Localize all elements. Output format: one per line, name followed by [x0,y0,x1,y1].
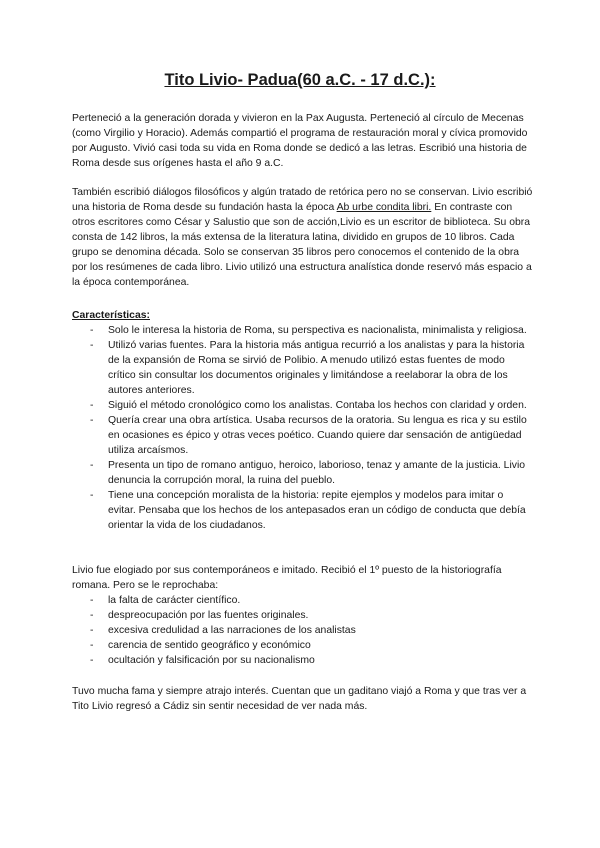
list-item [90,623,528,638]
characteristics-heading: Características: [72,310,150,321]
list-item-text: Siguió el método cronológico como los analistas. Contaba los hechos con claridad y orden. [108,400,527,411]
bullet-dash: - [90,610,94,621]
list-item-text: la falta de carácter científico. [108,595,241,606]
work-paragraph-text-2: En contraste con otros escritores como César y Salustio que son de acción,Livio es un escritor de biblioteca. Su obra consta de 142 libros, la más extensa de la literatura latina, dividido en grupos de 10 libros. Cada grupo se denomina década. Solo se conservan 35 libros pero conocemos el contenido de la obra por los resúmenes de cada libro. Livio utilizó una estructura analística donde reservó más espacio a la época contemporánea. [72,202,532,288]
list-item-text: Solo le interesa la historia de Roma, su perspectiva es nacionalista, minimalista y religiosa. [108,325,527,336]
list-item [90,338,528,398]
closing-paragraph: Tuvo mucha fama y siempre atrajo interés. Cuentan que un gaditano viajó a Roma y que tras ver a Tito Livio regresó a Cádiz sin sentir necesidad de ver nada más. [72,686,527,712]
bullet-dash: - [90,490,94,501]
bullet-dash: - [90,415,94,426]
list-item-text: excesiva credulidad a las narraciones de los analistas [108,625,356,636]
bullet-dash: - [90,625,94,636]
list-item [90,458,528,488]
bullet-dash: - [90,655,94,666]
list-item-text: Presenta un tipo de romano antiguo, heroico, laborioso, tenaz y amante de la justicia. Livio denuncia la corrupción moral, la ruina del pueblo. [108,460,526,486]
list-item [90,593,528,608]
list-item [90,398,528,413]
list-item [90,608,528,623]
bullet-dash: - [90,460,94,471]
bullet-dash: - [90,340,94,351]
work-paragraph [72,185,534,290]
work-title-link[interactable]: Ab urbe condita libri. [336,202,432,213]
bullet-dash: - [90,640,94,651]
intro-paragraph: Perteneció a la generación dorada y vivieron en la Pax Augusta. Perteneció al círculo de Mecenas (como Virgilio y Horacio). Además compartió el programa de restauración moral y cívica promovido por Augusto. Vivió casi toda su vida en Roma donde se dedicó a las letras. Escribió una historia de Roma desde sus orígenes hasta el año 9 a.C. [72,113,528,169]
bullet-dash: - [90,325,94,336]
list-item-text: Tiene una concepción moralista de la historia: repite ejemplos y modelos para imitar o evitar. Pensaba que los hechos de los antepasados eran un código de conducta que debía orientar la vida de los ciudadanos. [108,490,526,531]
page-title: Tito Livio- Padua(60 a.C. - 17 d.C.): [164,71,436,89]
list-item-text: ocultación y falsificación por su nacionalismo [108,655,315,666]
work-paragraph-text: También escribió diálogos filosóficos y algún tratado de retórica pero no se conservan. Livio escribió una historia de Roma desde su fundación hasta la época [72,187,533,213]
bullet-dash: - [90,595,94,606]
list-item [90,413,528,458]
reproaches-list [90,593,528,668]
list-item-text: Quería crear una obra artística. Usaba recursos de la oratoria. Su lengua es rica y su estilo en ocasiones es épico y otras veces poético. Cuando quiere dar sensación de antigüedad utiliza arcaísmos. [108,415,527,456]
list-item [90,638,528,653]
list-item [90,323,528,338]
bullet-dash: - [90,400,94,411]
list-item [90,488,528,533]
reception-paragraph: Livio fue elogiado por sus contemporáneos e imitado. Recibió el 1º puesto de la historiografía romana. Pero se le reprochaba: [72,565,502,591]
list-item-text: carencia de sentido geográfico y económico [108,640,311,651]
list-item-text: despreocupación por las fuentes originales. [108,610,309,621]
characteristics-list [90,323,528,533]
list-item [90,653,528,668]
list-item-text: Utilizó varias fuentes. Para la historia más antigua recurrió a los analistas y para la historia de la expansión de Roma se sirvió de Polibio. A menudo utilizó estas fuentes de modo crítico sin consultar los documentos originales y limitándose a reelaborar la obra de los autores anteriores. [108,340,525,396]
